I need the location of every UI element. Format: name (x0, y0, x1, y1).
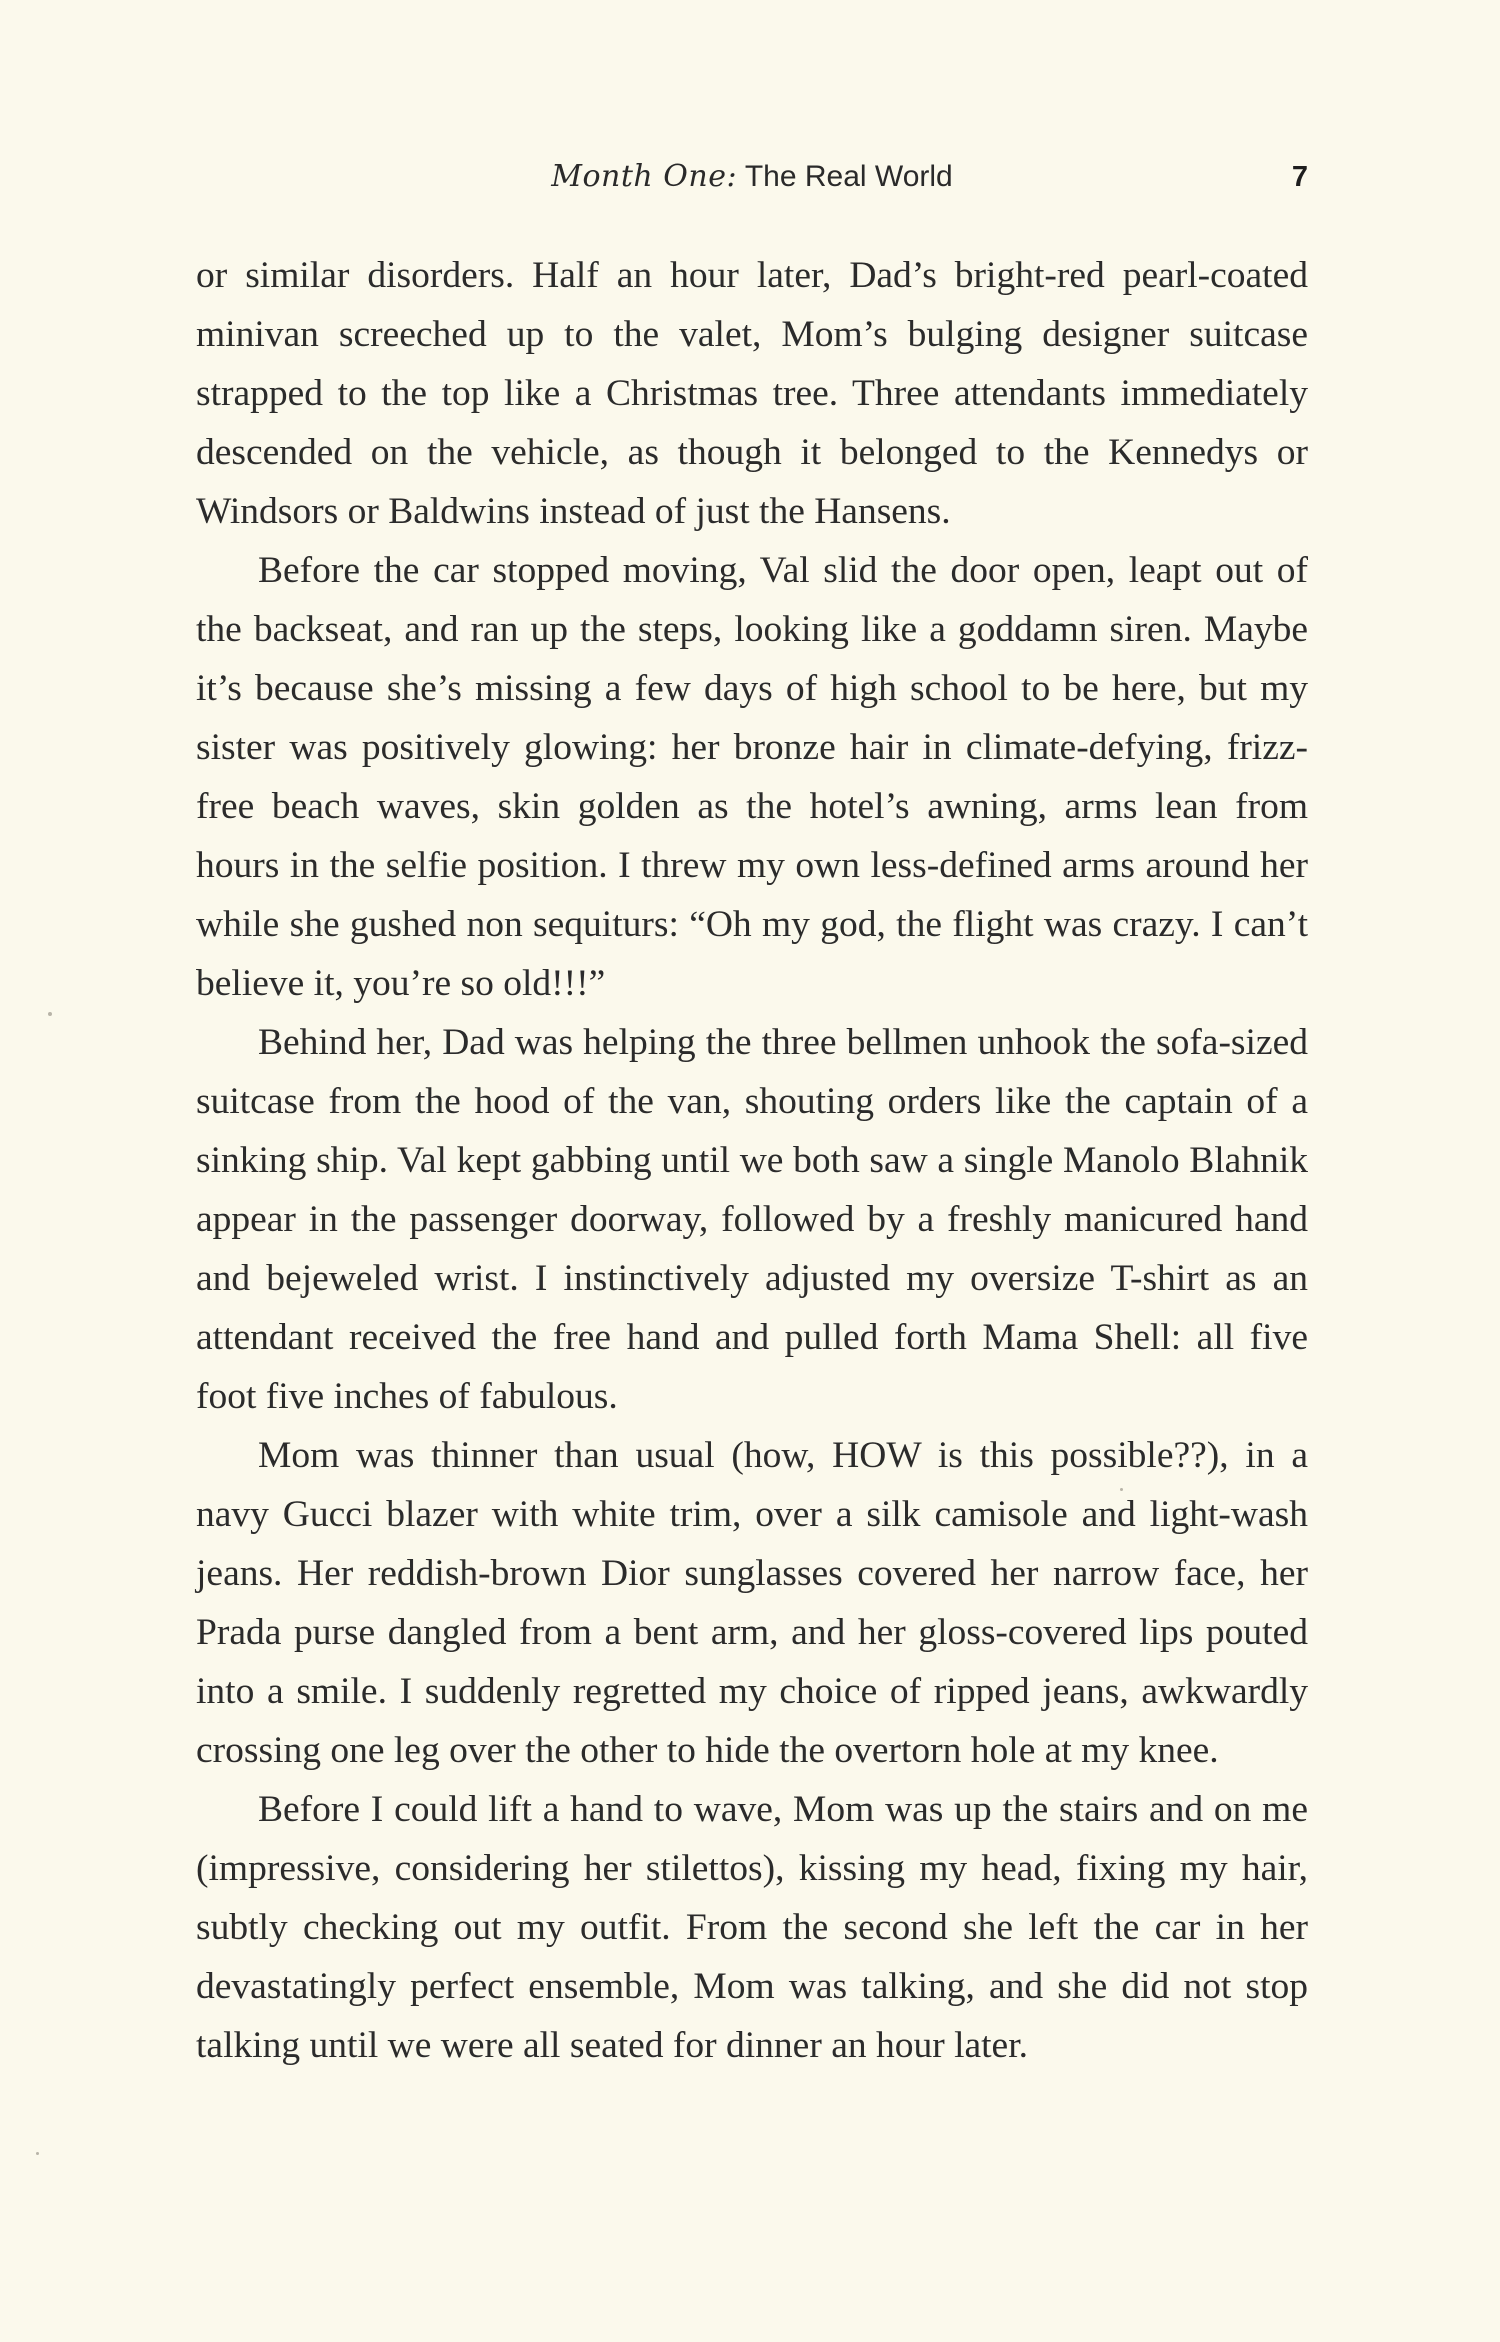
paragraph-2: Before the car stopped moving, Val slid the door open, leapt out of the backseat, and ran up the steps, looking like a goddamn siren. Maybe it’s because she’s missing a few days of high school to be here, but my sister was positively glowing: her bronze hair in climate-defying, frizz-free beach waves, skin golden as the hotel’s awning, arms lean from hours in the selfie position. I threw my own less-defined arms around her while she gushed non sequiturs: “Oh my god, the flight was crazy. I can’t believe it, you’re so old!!!” (196, 550, 1308, 1004)
chapter-label: Month One: (551, 159, 738, 194)
running-title (196, 152, 1308, 202)
paper-speck (1120, 1488, 1123, 1491)
body-text (196, 246, 1308, 2075)
paragraph-4: Mom was thinner than usual (how, HOW is this possible??), in a navy Gucci blazer with white trim, over a silk camisole and light-wash jeans. Her reddish-brown Dior sunglasses covered her narrow face, her Prada purse dangled from a bent arm, and her gloss-covered lips pouted into a smile. I suddenly regretted my choice of ripped jeans, awkwardly crossing one leg over the other to hide the overtorn hole at my knee. (196, 1435, 1308, 1771)
paper-speck (36, 2152, 39, 2155)
section-title: The Real World (744, 160, 953, 193)
paper-speck (48, 1012, 52, 1016)
paragraph-1: or similar disorders. Half an hour later, Dad’s bright-red pearl-coated minivan screeched up to the valet, Mom’s bulging designer suitcase strapped to the top like a Christmas tree. Three attendants immediately descended on the vehicle, as though it belonged to the Kennedys or Windsors or Baldwins instead of just the Hansens. (196, 255, 1308, 532)
paragraph-5: Before I could lift a hand to wave, Mom was up the stairs and on me (impressive, considering her stilettos), kissing my head, fixing my hair, subtly checking out my outfit. From the second she left the car in her devastatingly perfect ensemble, Mom was talking, and she did not stop talking until we were all seated for dinner an hour later. (196, 1789, 1308, 2066)
page-number: 7 (1291, 161, 1308, 193)
running-head (196, 152, 1308, 202)
paragraph-3: Behind her, Dad was helping the three bellmen unhook the sofa-sized suitcase from the hood of the van, shouting orders like the captain of a sinking ship. Val kept gabbing until we both saw a single Manolo Blahnik appear in the passenger doorway, followed by a freshly manicured hand and bejeweled wrist. I instinctively adjusted my oversize T-shirt as an attendant received the free hand and pulled forth Mama Shell: all five foot five inches of fabulous. (196, 1022, 1308, 1417)
